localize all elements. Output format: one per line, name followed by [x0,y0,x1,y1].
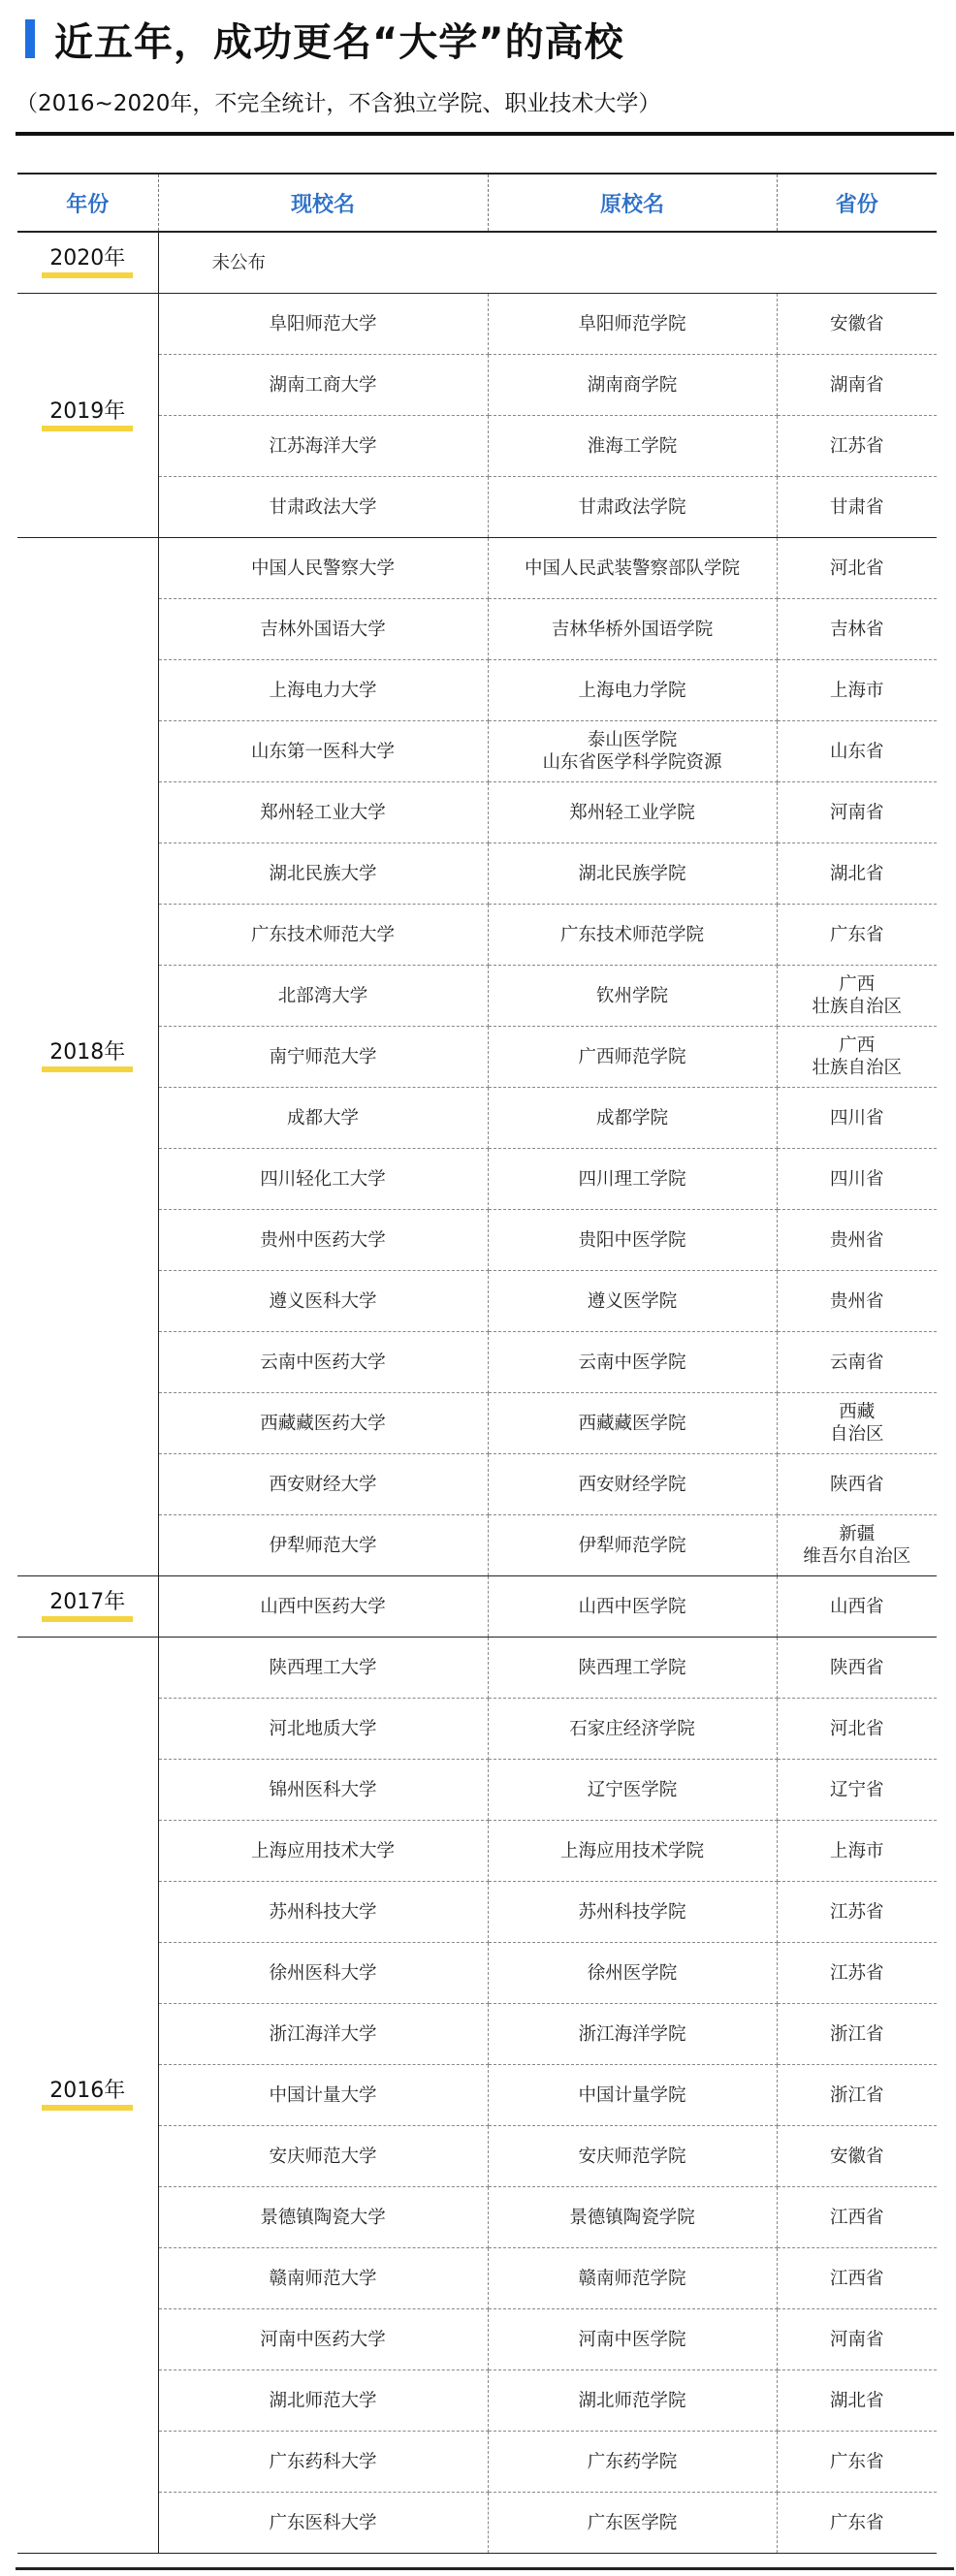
province-cell: 江西省 [777,2187,937,2248]
former-name-cell: 石家庄经济学院 [488,1699,777,1760]
province-cell: 湖北省 [777,843,937,905]
former-name-cell: 苏州科技学院 [488,1882,777,1943]
province-cell: 浙江省 [777,2065,937,2126]
former-name-cell: 安庆师范学院 [488,2126,777,2187]
year-label: 2018年 [42,1041,133,1072]
province-cell: 湖北省 [777,2370,937,2432]
province-cell: 辽宁省 [777,1760,937,1821]
table-row [17,232,937,294]
province-cell: 江西省 [777,2248,937,2309]
province-cell: 陕西省 [777,1454,937,1515]
page-title: 近五年，成功更名“大学”的高校 [54,20,624,65]
bottom-divider [16,2567,954,2570]
province-cell: 山东省 [777,721,937,782]
former-name-cell: 湖北民族学院 [488,843,777,905]
year-label: 2016年 [42,2080,133,2111]
column-header-province: 省份 [777,174,937,232]
current-name-cell: 上海应用技术大学 [158,1821,488,1882]
year-label: 2020年 [42,247,133,278]
former-name-cell: 贵阳中医学院 [488,1210,777,1271]
current-name-cell: 中国人民警察大学 [158,538,488,599]
current-name-cell: 西安财经大学 [158,1454,488,1515]
former-name-cell: 四川理工学院 [488,1149,777,1210]
province-cell: 安徽省 [777,2126,937,2187]
province-cell: 广东省 [777,2493,937,2554]
current-name-cell: 浙江海洋大学 [158,2004,488,2065]
former-name-cell: 西安财经学院 [488,1454,777,1515]
current-name-cell: 湖北师范大学 [158,2370,488,2432]
current-name-cell: 西藏藏医药大学 [158,1393,488,1454]
table-row [17,294,937,355]
former-name-cell: 上海应用技术学院 [488,1821,777,1882]
former-name-cell: 广西师范学院 [488,1027,777,1088]
column-header-current-name: 现校名 [158,174,488,232]
province-cell: 广东省 [777,905,937,966]
current-name-cell: 郑州轻工业大学 [158,782,488,843]
former-name-cell: 淮海工学院 [488,416,777,477]
not-announced-note: 未公布 [158,232,937,294]
table-body [17,232,937,2554]
year-cell [17,1638,158,2554]
current-name-cell: 吉林外国语大学 [158,599,488,660]
current-name-cell: 江苏海洋大学 [158,416,488,477]
province-cell: 贵州省 [777,1210,937,1271]
current-name-cell: 中国计量大学 [158,2065,488,2126]
table-row [17,1576,937,1638]
current-name-cell: 安庆师范大学 [158,2126,488,2187]
top-divider [16,132,954,136]
current-name-cell: 山东第一医科大学 [158,721,488,782]
former-name-cell: 广东药学院 [488,2432,777,2493]
province-cell: 江苏省 [777,1943,937,2004]
current-name-cell: 赣南师范大学 [158,2248,488,2309]
current-name-cell: 锦州医科大学 [158,1760,488,1821]
province-cell: 广西 壮族自治区 [777,966,937,1027]
province-cell: 江苏省 [777,416,937,477]
column-header-year: 年份 [17,174,158,232]
current-name-cell: 河北地质大学 [158,1699,488,1760]
current-name-cell: 北部湾大学 [158,966,488,1027]
province-cell: 广东省 [777,2432,937,2493]
former-name-cell: 湖南商学院 [488,355,777,416]
current-name-cell: 遵义医科大学 [158,1271,488,1332]
province-cell: 河北省 [777,1699,937,1760]
current-name-cell: 山西中医药大学 [158,1576,488,1638]
current-name-cell: 广东医科大学 [158,2493,488,2554]
former-name-cell: 西藏藏医学院 [488,1393,777,1454]
province-cell: 上海市 [777,1821,937,1882]
current-name-cell: 南宁师范大学 [158,1027,488,1088]
current-name-cell: 湖南工商大学 [158,355,488,416]
current-name-cell: 成都大学 [158,1088,488,1149]
province-cell: 上海市 [777,660,937,721]
province-cell: 四川省 [777,1149,937,1210]
former-name-cell: 湖北师范学院 [488,2370,777,2432]
page-subtitle: （2016~2020年，不完全统计，不含独立学院、职业技术大学） [16,91,661,116]
former-name-cell: 遵义医学院 [488,1271,777,1332]
current-name-cell: 伊犁师范大学 [158,1515,488,1576]
former-name-cell: 上海电力学院 [488,660,777,721]
table-header-row [17,174,937,232]
current-name-cell: 景德镇陶瓷大学 [158,2187,488,2248]
former-name-cell: 赣南师范学院 [488,2248,777,2309]
current-name-cell: 贵州中医药大学 [158,1210,488,1271]
renamed-universities-table [17,173,937,2554]
province-cell: 云南省 [777,1332,937,1393]
current-name-cell: 河南中医药大学 [158,2309,488,2370]
former-name-cell: 山西中医学院 [488,1576,777,1638]
former-name-cell: 徐州医学院 [488,1943,777,2004]
province-cell: 河南省 [777,2309,937,2370]
former-name-cell: 广东医学院 [488,2493,777,2554]
current-name-cell: 苏州科技大学 [158,1882,488,1943]
current-name-cell: 广东技术师范大学 [158,905,488,966]
former-name-cell: 甘肃政法学院 [488,477,777,538]
former-name-cell: 中国计量学院 [488,2065,777,2126]
former-name-cell: 郑州轻工业学院 [488,782,777,843]
province-cell: 甘肃省 [777,477,937,538]
current-name-cell: 陕西理工大学 [158,1638,488,1699]
former-name-cell: 广东技术师范学院 [488,905,777,966]
year-label: 2017年 [42,1591,133,1622]
former-name-cell: 钦州学院 [488,966,777,1027]
province-cell: 陕西省 [777,1638,937,1699]
year-cell [17,1576,158,1638]
page-header [0,0,956,136]
province-cell: 浙江省 [777,2004,937,2065]
province-cell: 湖南省 [777,355,937,416]
former-name-cell: 中国人民武装警察部队学院 [488,538,777,599]
former-name-cell: 泰山医学院 山东省医学科学院资源 [488,721,777,782]
title-accent-bar [25,19,35,58]
current-name-cell: 阜阳师范大学 [158,294,488,355]
province-cell: 新疆 维吾尔自治区 [777,1515,937,1576]
province-cell: 四川省 [777,1088,937,1149]
province-cell: 河南省 [777,782,937,843]
former-name-cell: 辽宁医学院 [488,1760,777,1821]
former-name-cell: 成都学院 [488,1088,777,1149]
former-name-cell: 阜阳师范学院 [488,294,777,355]
year-label: 2019年 [42,400,133,431]
former-name-cell: 吉林华桥外国语学院 [488,599,777,660]
province-cell: 西藏 自治区 [777,1393,937,1454]
province-cell: 吉林省 [777,599,937,660]
current-name-cell: 甘肃政法大学 [158,477,488,538]
column-header-former-name: 原校名 [488,174,777,232]
former-name-cell: 景德镇陶瓷学院 [488,2187,777,2248]
current-name-cell: 湖北民族大学 [158,843,488,905]
former-name-cell: 云南中医学院 [488,1332,777,1393]
former-name-cell: 伊犁师范学院 [488,1515,777,1576]
province-cell: 安徽省 [777,294,937,355]
province-cell: 江苏省 [777,1882,937,1943]
former-name-cell: 浙江海洋学院 [488,2004,777,2065]
table-row [17,538,937,599]
province-cell: 河北省 [777,538,937,599]
former-name-cell: 陕西理工学院 [488,1638,777,1699]
current-name-cell: 广东药科大学 [158,2432,488,2493]
year-cell [17,538,158,1576]
table-row [17,1638,937,1699]
former-name-cell: 河南中医学院 [488,2309,777,2370]
current-name-cell: 徐州医科大学 [158,1943,488,2004]
current-name-cell: 四川轻化工大学 [158,1149,488,1210]
province-cell: 广西 壮族自治区 [777,1027,937,1088]
year-cell [17,232,158,294]
province-cell: 山西省 [777,1576,937,1638]
year-cell [17,294,158,538]
current-name-cell: 云南中医药大学 [158,1332,488,1393]
province-cell: 贵州省 [777,1271,937,1332]
current-name-cell: 上海电力大学 [158,660,488,721]
